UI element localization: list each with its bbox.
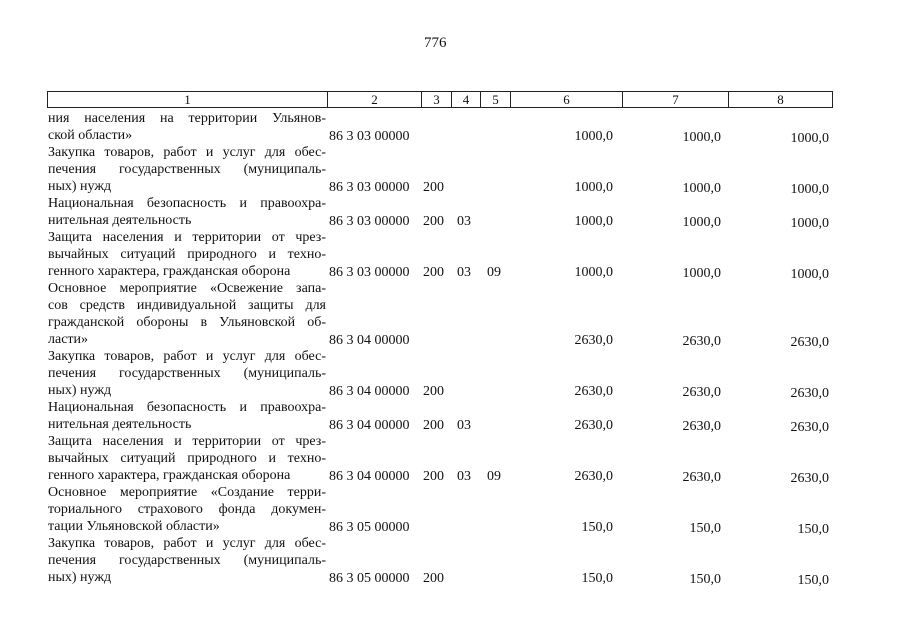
row-description	[48, 535, 326, 586]
amount-col-7: 1000,0	[682, 181, 721, 196]
target-code: 86 3 04 00000	[329, 333, 410, 348]
header-cell-1: 1	[184, 92, 191, 107]
expense-type: 200	[423, 180, 444, 195]
description-line: печения государственных (муниципаль-	[48, 366, 326, 381]
row-description	[48, 484, 326, 535]
amount-col-8: 1000,0	[790, 267, 829, 282]
description-line: Основное мероприятие «Освежение запа-	[48, 281, 326, 296]
description-line: генного характера, гражданская оборона	[48, 468, 291, 483]
description-line: ния населения на территории Ульянов-	[48, 111, 326, 126]
description-line: Защита населения и территории от чрез-	[48, 230, 326, 245]
amount-col-8: 2630,0	[790, 420, 829, 435]
amount-col-6: 2630,0	[574, 384, 613, 399]
amount-col-7: 1000,0	[682, 215, 721, 230]
expense-type: 200	[423, 418, 444, 433]
target-code: 86 3 03 00000	[329, 265, 410, 280]
target-code: 86 3 05 00000	[329, 520, 410, 535]
expense-type: 200	[423, 571, 444, 586]
amount-col-7: 1000,0	[682, 130, 721, 145]
description-line: Национальная безопасность и правоохра-	[48, 196, 326, 211]
description-line: Защита населения и территории от чрез-	[48, 434, 326, 449]
amount-col-6: 1000,0	[574, 265, 613, 280]
page-number: 776	[424, 35, 447, 51]
amount-col-8: 1000,0	[790, 131, 829, 146]
header-cell-6: 6	[510, 92, 622, 107]
expense-type: 200	[423, 469, 444, 484]
target-code: 86 3 04 00000	[329, 418, 410, 433]
header-cell-5: 5	[480, 92, 510, 107]
description-line: вычайных ситуаций природного и техно-	[48, 247, 326, 262]
subsection-code: 09	[487, 469, 501, 484]
amount-col-8: 150,0	[797, 573, 829, 588]
amount-col-6: 150,0	[581, 571, 613, 586]
description-line: Национальная безопасность и правоохра-	[48, 400, 326, 415]
description-line: печения государственных (муниципаль-	[48, 162, 326, 177]
amount-col-7: 2630,0	[682, 385, 721, 400]
row-description	[48, 399, 326, 433]
amount-col-8: 1000,0	[790, 216, 829, 231]
amount-col-7: 2630,0	[682, 470, 721, 485]
target-code: 86 3 03 00000	[329, 214, 410, 229]
description-line: ласти»	[48, 332, 89, 347]
section-code: 03	[457, 418, 471, 433]
target-code: 86 3 03 00000	[329, 129, 410, 144]
amount-col-8: 2630,0	[790, 386, 829, 401]
row-description	[48, 348, 326, 399]
subsection-code: 09	[487, 265, 501, 280]
row-description	[48, 280, 326, 348]
description-line: Закупка товаров, работ и услуг для обес-	[48, 349, 326, 364]
description-line: ториального страхового фонда докумен-	[48, 502, 326, 517]
target-code: 86 3 04 00000	[329, 469, 410, 484]
row-description	[48, 144, 326, 195]
amount-col-6: 2630,0	[574, 333, 613, 348]
description-line: ных) нужд	[48, 570, 112, 585]
amount-col-7: 2630,0	[682, 419, 721, 434]
table-header	[47, 91, 833, 108]
description-line: сов средств индивидуальной защиты для	[48, 298, 326, 313]
row-description	[48, 110, 326, 144]
amount-col-6: 2630,0	[574, 418, 613, 433]
section-code: 03	[457, 469, 471, 484]
description-line: Закупка товаров, работ и услуг для обес-	[48, 145, 326, 160]
description-line: нительная деятельность	[48, 213, 192, 228]
header-cell-3: 3	[421, 92, 451, 107]
amount-col-8: 2630,0	[790, 335, 829, 350]
amount-col-7: 1000,0	[682, 266, 721, 281]
header-cell-8: 8	[728, 92, 832, 107]
description-line: гражданской обороны в Ульяновской об-	[48, 315, 326, 330]
amount-col-6: 150,0	[581, 520, 613, 535]
description-line: нительная деятельность	[48, 417, 192, 432]
description-line: Основное мероприятие «Создание терри-	[48, 485, 326, 500]
expense-type: 200	[423, 265, 444, 280]
amount-col-8: 1000,0	[790, 182, 829, 197]
section-code: 03	[457, 265, 471, 280]
amount-col-6: 1000,0	[574, 214, 613, 229]
amount-col-6: 1000,0	[574, 129, 613, 144]
amount-col-8: 2630,0	[790, 471, 829, 486]
amount-col-7: 150,0	[689, 572, 721, 587]
description-line: генного характера, гражданская оборона	[48, 264, 291, 279]
description-line: ных) нужд	[48, 179, 112, 194]
description-line: Закупка товаров, работ и услуг для обес-	[48, 536, 326, 551]
header-cell-2: 2	[327, 92, 421, 107]
description-line: ных) нужд	[48, 383, 112, 398]
amount-col-8: 150,0	[797, 522, 829, 537]
amount-col-7: 2630,0	[682, 334, 721, 349]
description-line: тации Ульяновской области»	[48, 519, 220, 534]
target-code: 86 3 04 00000	[329, 384, 410, 399]
target-code: 86 3 05 00000	[329, 571, 410, 586]
description-line: вычайных ситуаций природного и техно-	[48, 451, 326, 466]
header-cell-4: 4	[451, 92, 480, 107]
amount-col-6: 1000,0	[574, 180, 613, 195]
row-description	[48, 229, 326, 280]
description-line: печения государственных (муниципаль-	[48, 553, 326, 568]
header-cell-7: 7	[622, 92, 728, 107]
expense-type: 200	[423, 384, 444, 399]
expense-type: 200	[423, 214, 444, 229]
row-description	[48, 195, 326, 229]
amount-col-7: 150,0	[689, 521, 721, 536]
row-description	[48, 433, 326, 484]
section-code: 03	[457, 214, 471, 229]
amount-col-6: 2630,0	[574, 469, 613, 484]
target-code: 86 3 03 00000	[329, 180, 410, 195]
description-line: ской области»	[48, 128, 133, 143]
